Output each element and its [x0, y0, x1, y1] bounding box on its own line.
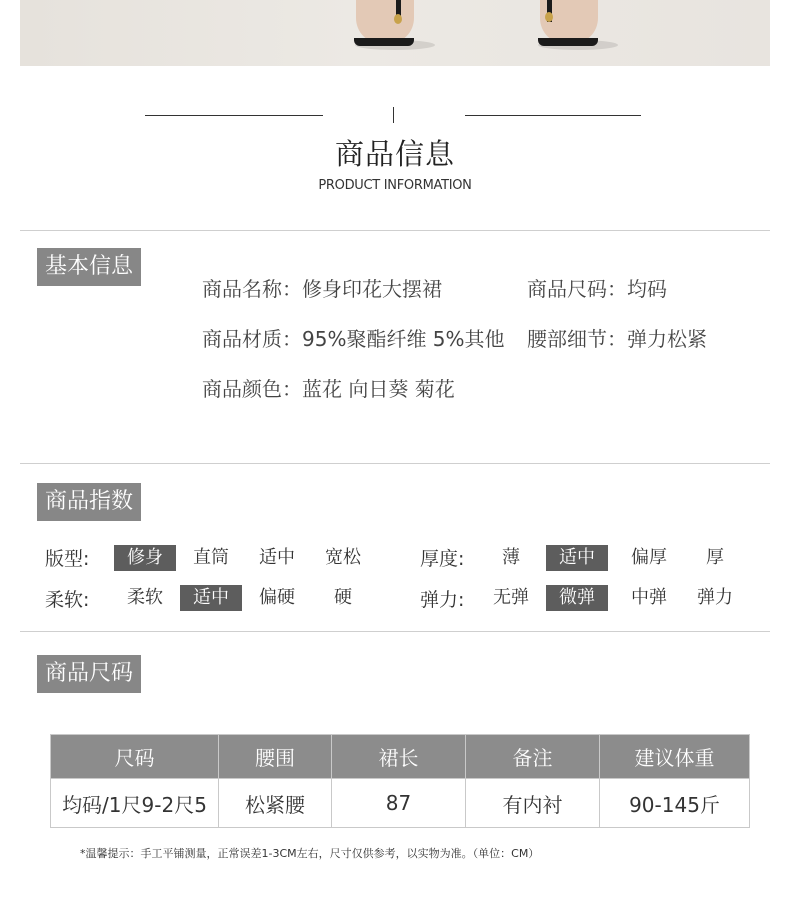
- table-cell: 87: [332, 779, 466, 828]
- product-colors: 商品颜色：蓝花 向日葵 菊花: [202, 377, 455, 401]
- softness-label: 柔软:: [45, 589, 90, 611]
- column-header: 建议体重: [600, 735, 750, 779]
- waist-detail: 腰部细节：弹力松紧: [527, 327, 707, 351]
- thickness-label: 厚度:: [420, 548, 465, 570]
- title-rule-right: [465, 115, 641, 116]
- thickness-option: 适中: [546, 545, 608, 571]
- divider: [20, 463, 770, 464]
- table-cell: 90-145斤: [600, 779, 750, 828]
- page-subtitle: PRODUCT INFORMATION: [318, 178, 472, 193]
- column-header: 备注: [466, 735, 600, 779]
- divider: [20, 631, 770, 632]
- softness-option: 柔软: [127, 587, 163, 608]
- fit-option: 适中: [259, 547, 295, 568]
- thickness-option: 偏厚: [631, 547, 667, 568]
- elasticity-option: 弹力: [697, 587, 733, 608]
- elasticity-option: 中弹: [631, 587, 667, 608]
- title-rule-left: [145, 115, 323, 116]
- product-photo: [20, 0, 770, 66]
- product-material: 商品材质：95%聚酯纤维 5%其他: [202, 327, 505, 351]
- fit-option: 修身: [114, 545, 176, 571]
- product-size: 商品尺码：均码: [527, 277, 667, 301]
- divider: [20, 230, 770, 231]
- column-header: 腰围: [219, 735, 332, 779]
- basic-info-tag: 基本信息: [37, 248, 141, 286]
- product-index-tag: 商品指数: [37, 483, 141, 521]
- size-tag: 商品尺码: [37, 655, 141, 693]
- softness-option: 适中: [180, 585, 242, 611]
- thickness-option: 厚: [706, 547, 724, 568]
- softness-option: 硬: [334, 587, 352, 608]
- fit-label: 版型:: [45, 548, 90, 570]
- table-cell: 均码/1尺9-2尺5: [51, 779, 219, 828]
- table-header-row: [51, 735, 750, 779]
- page-title: 商品信息: [334, 137, 455, 171]
- elasticity-option: 微弹: [546, 585, 608, 611]
- softness-option: 偏硬: [259, 587, 295, 608]
- size-table: [50, 734, 750, 828]
- fit-option: 直筒: [193, 547, 229, 568]
- elasticity-label: 弹力:: [420, 589, 465, 611]
- column-header: 尺码: [51, 735, 219, 779]
- title-tick: [393, 107, 394, 123]
- product-name: 商品名称：修身印花大摆裙: [202, 277, 442, 301]
- size-note: *温馨提示：手工平铺测量，正常误差1-3CM左右，尺寸仅供参考，以实物为准。（单位：CM）: [80, 847, 540, 860]
- thickness-option: 薄: [502, 547, 520, 568]
- elasticity-option: 无弹: [493, 587, 529, 608]
- table-cell: 有内衬: [466, 779, 600, 828]
- column-header: 裙长: [332, 735, 466, 779]
- fit-option: 宽松: [325, 547, 361, 568]
- table-cell: 松紧腰: [219, 779, 332, 828]
- table-row: [51, 779, 750, 828]
